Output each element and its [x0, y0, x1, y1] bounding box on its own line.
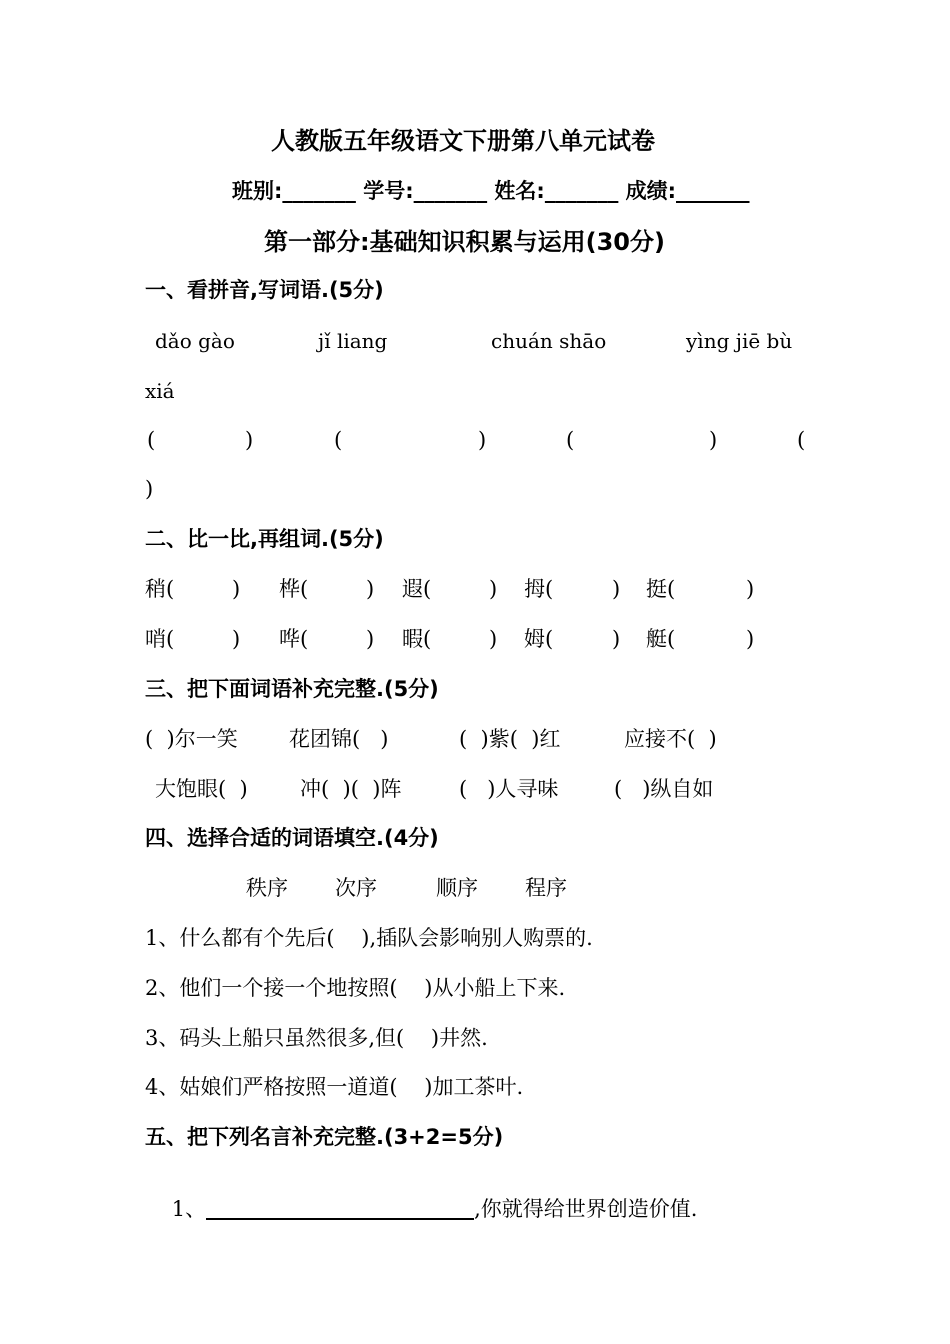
- char-item[interactable]: 遐(: [402, 577, 432, 601]
- idiom-item[interactable]: ( )尔一笑: [145, 727, 238, 751]
- char-item-close: ): [489, 577, 498, 601]
- char-item[interactable]: 姆(: [524, 627, 554, 651]
- char-item-close: ): [366, 577, 375, 601]
- q4-item-2[interactable]: 2、他们一个接一个地按照( )从小船上下来.: [145, 976, 566, 1000]
- char-item[interactable]: 挺(: [646, 577, 676, 601]
- q1-heading: 一、看拼音,写词语.(5分): [145, 278, 384, 302]
- answer-blank-close: ): [245, 428, 254, 452]
- idiom-item[interactable]: 花团锦( ): [289, 727, 389, 751]
- char-item-close: ): [746, 577, 755, 601]
- page-title: 人教版五年级语文下册第八单元试卷: [271, 127, 655, 155]
- char-item[interactable]: 艇(: [646, 627, 676, 651]
- char-item-close: ): [612, 577, 621, 601]
- word-option: 程序: [525, 876, 567, 900]
- q2-heading: 二、比一比,再组词.(5分): [145, 527, 384, 551]
- q5-item-1: [145, 1177, 697, 1241]
- q5-item-1-text: ,你就得给世界创造价值.: [474, 1197, 698, 1221]
- answer-blank-close: ): [145, 477, 154, 501]
- pinyin-3: chuán shāo: [491, 329, 607, 353]
- q3-heading: 三、把下面词语补充完整.(5分): [145, 677, 439, 701]
- answer-blank-open[interactable]: (: [566, 428, 575, 452]
- idiom-item[interactable]: ( )人寻味: [459, 777, 559, 801]
- word-option: 顺序: [436, 876, 478, 900]
- q5-item-1-number: 1、: [171, 1197, 207, 1221]
- word-option: 次序: [335, 876, 377, 900]
- q4-item-4[interactable]: 4、姑娘们严格按照一道道( )加工茶叶.: [145, 1075, 524, 1099]
- q5-heading: 五、把下列名言补充完整.(3+2=5分): [145, 1125, 504, 1149]
- char-item-close: ): [746, 627, 755, 651]
- pinyin-4: yìng jiē bù: [686, 329, 793, 353]
- student-info-line: 班别:_______ 学号:_______ 姓名:_______ 成绩:_______: [232, 179, 750, 203]
- word-option: 秩序: [246, 876, 288, 900]
- char-item[interactable]: 哨(: [145, 627, 175, 651]
- char-item[interactable]: 稍(: [145, 577, 175, 601]
- idiom-item[interactable]: 大饱眼( ): [155, 777, 248, 801]
- answer-blank-close: ): [709, 428, 718, 452]
- idiom-item[interactable]: ( )紫( )红: [459, 727, 561, 751]
- q4-item-3[interactable]: 3、码头上船只虽然很多,但( )井然.: [145, 1026, 488, 1050]
- char-item-close: ): [232, 627, 241, 651]
- idiom-item[interactable]: 应接不( ): [624, 727, 717, 751]
- part1-heading: 第一部分:基础知识积累与运用(30分): [264, 228, 665, 256]
- char-item[interactable]: 哗(: [279, 627, 309, 651]
- answer-blank-open[interactable]: (: [797, 428, 806, 452]
- char-item-close: ): [232, 577, 241, 601]
- char-item[interactable]: 拇(: [524, 577, 554, 601]
- pinyin-1: dǎo gào: [155, 329, 235, 353]
- char-item-close: ): [612, 627, 621, 651]
- q4-heading: 四、选择合适的词语填空.(4分): [145, 826, 439, 850]
- answer-blank-close: ): [478, 428, 487, 452]
- pinyin-2: jǐ liang: [318, 329, 388, 353]
- char-item[interactable]: 暇(: [402, 627, 432, 651]
- answer-blank-open[interactable]: (: [147, 428, 156, 452]
- char-item[interactable]: 桦(: [279, 577, 309, 601]
- answer-blank-open[interactable]: (: [334, 428, 343, 452]
- idiom-item[interactable]: 冲( )( )阵: [300, 777, 402, 801]
- char-item-close: ): [489, 627, 498, 651]
- fill-in-blank-line[interactable]: [206, 1198, 474, 1220]
- char-item-close: ): [366, 627, 375, 651]
- idiom-item[interactable]: ( )纵自如: [614, 777, 714, 801]
- pinyin-5: xiá: [145, 379, 175, 403]
- q4-item-1[interactable]: 1、什么都有个先后( ),插队会影响别人购票的.: [145, 926, 593, 950]
